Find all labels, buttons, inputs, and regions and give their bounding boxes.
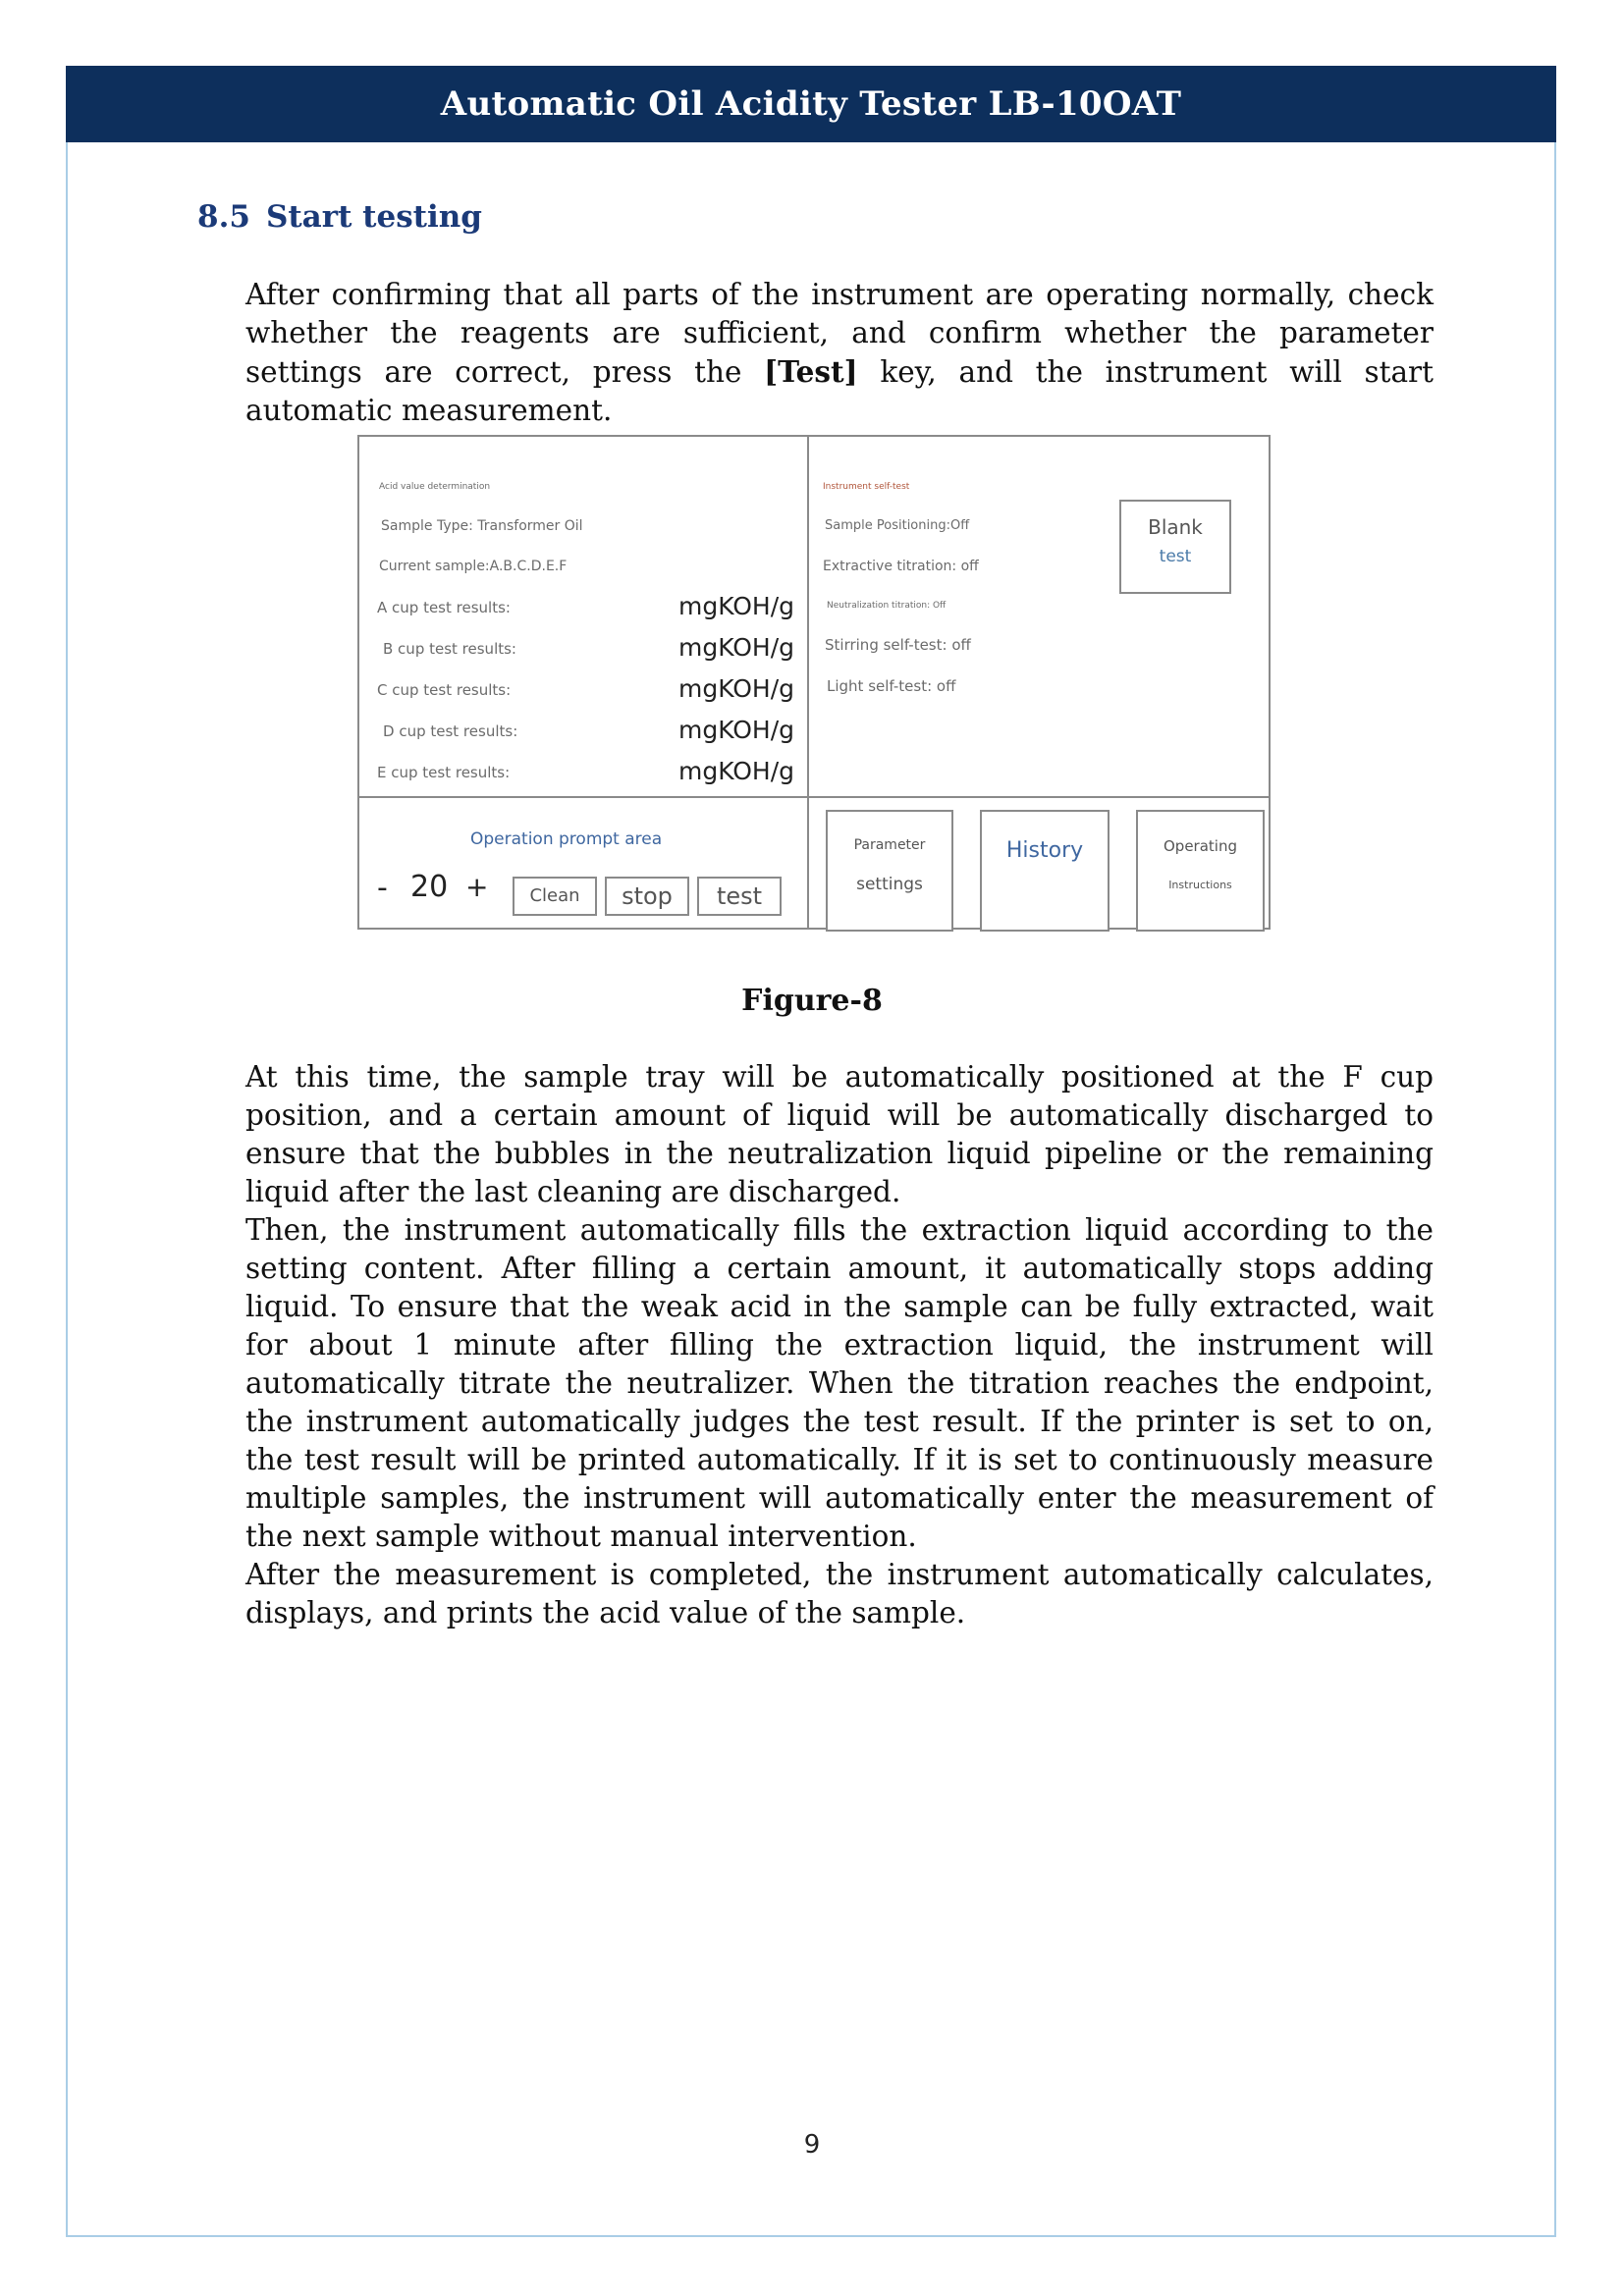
increment-button[interactable]: + [465,871,489,903]
sample-positioning-status: Sample Positioning:Off [825,518,970,533]
stop-button[interactable]: stop [605,877,689,916]
c-cup-result-unit: mgKOH/g [678,674,795,703]
section-heading [197,196,482,238]
extractive-titration-status: Extractive titration: off [823,559,979,574]
a-cup-result-label: A cup test results: [377,599,511,616]
intro-text-before: After confirming that all parts of the instrument are operating normally, check whether the reagents are sufficient, and confirm whether the parameter settings are correct, press the [245,278,1434,389]
screen-divider-vertical [807,437,809,930]
screen-divider-horizontal [359,796,1269,798]
d-cup-result-label: D cup test results: [383,722,518,740]
decrement-button[interactable]: - [377,871,388,905]
parameter-label-line2: settings [856,875,923,894]
stirring-self-test-status: Stirring self-test: off [825,636,971,654]
blank-test-button[interactable] [1119,500,1231,594]
parameter-settings-button[interactable] [826,810,953,932]
sample-type-label: Sample Type: Transformer Oil [381,518,583,534]
test-key-reference: [Test] [764,354,858,389]
clean-button[interactable]: Clean [513,877,597,916]
operating-label-line1: Operating [1164,837,1237,855]
test-button[interactable]: test [697,877,782,916]
instrument-screen-figure [357,435,1271,930]
self-test-title: Instrument self-test [823,482,910,492]
light-self-test-status: Light self-test: off [827,677,956,695]
operating-instructions-button[interactable] [1136,810,1265,932]
e-cup-result-unit: mgKOH/g [678,757,795,785]
b-cup-result-unit: mgKOH/g [678,633,795,662]
operating-label-line2: Instructions [1168,879,1232,891]
acid-value-title: Acid value determination [379,482,491,492]
paragraph-positioning: At this time, the sample tray will be automatically positioned at the F cup position, and a certain amount of liquid will be automatically discharged to ensure that the bubbles in the neutralization liquid pipeline or the remaining liquid after the last cleaning are discharged. [245,1060,1434,1208]
body-text [245,1058,1434,1632]
page-number: 9 [803,2130,821,2160]
section-number: 8.5 [197,199,250,235]
d-cup-result-unit: mgKOH/g [678,716,795,744]
document-header-title: Automatic Oil Acidity Tester LB-10OAT [66,66,1556,142]
intro-paragraph [245,276,1434,430]
current-sample-label: Current sample:A.B.C.D.E.F [379,559,568,574]
a-cup-result-unit: mgKOH/g [678,592,795,620]
figure-caption: Figure-8 [741,984,883,1018]
section-title: Start testing [265,199,482,235]
paragraph-completion: After the measurement is completed, the instrument automatically calculates, displays, and prints the acid value of the sample. [245,1558,1434,1629]
c-cup-result-label: C cup test results: [377,681,512,699]
e-cup-result-label: E cup test results: [377,764,511,781]
neutralization-titration-status: Neutralization titration: Off [827,601,947,611]
operation-prompt-area: Operation prompt area [470,829,663,849]
paragraph-titration: Then, the instrument automatically fills the extraction liquid according to the setting content. After filling a certain amount, it automatically stops adding liquid. To ensure that the weak acid in the sample can be fully extracted, wait for about 1 minute after filling the extraction liquid, the instrument will automatically titrate the neutralizer. When the titration reaches the endpoint, the instrument automatically judges the test result. If the printer is set to on, the test result will be printed automatically. If it is set to continuously measure multiple samples, the instrument will automatically enter the measurement of the next sample without manual intervention. [245,1213,1434,1553]
history-button[interactable]: History [980,810,1110,932]
b-cup-result-label: B cup test results: [383,640,516,658]
blank-test-label-line1: Blank [1148,515,1203,539]
intro-text-after: key, and the instrument will start automatic measurement. [245,355,1434,427]
parameter-label-line1: Parameter [853,837,926,853]
counter-value: 20 [410,870,449,904]
blank-test-label-line2: test [1159,547,1192,566]
